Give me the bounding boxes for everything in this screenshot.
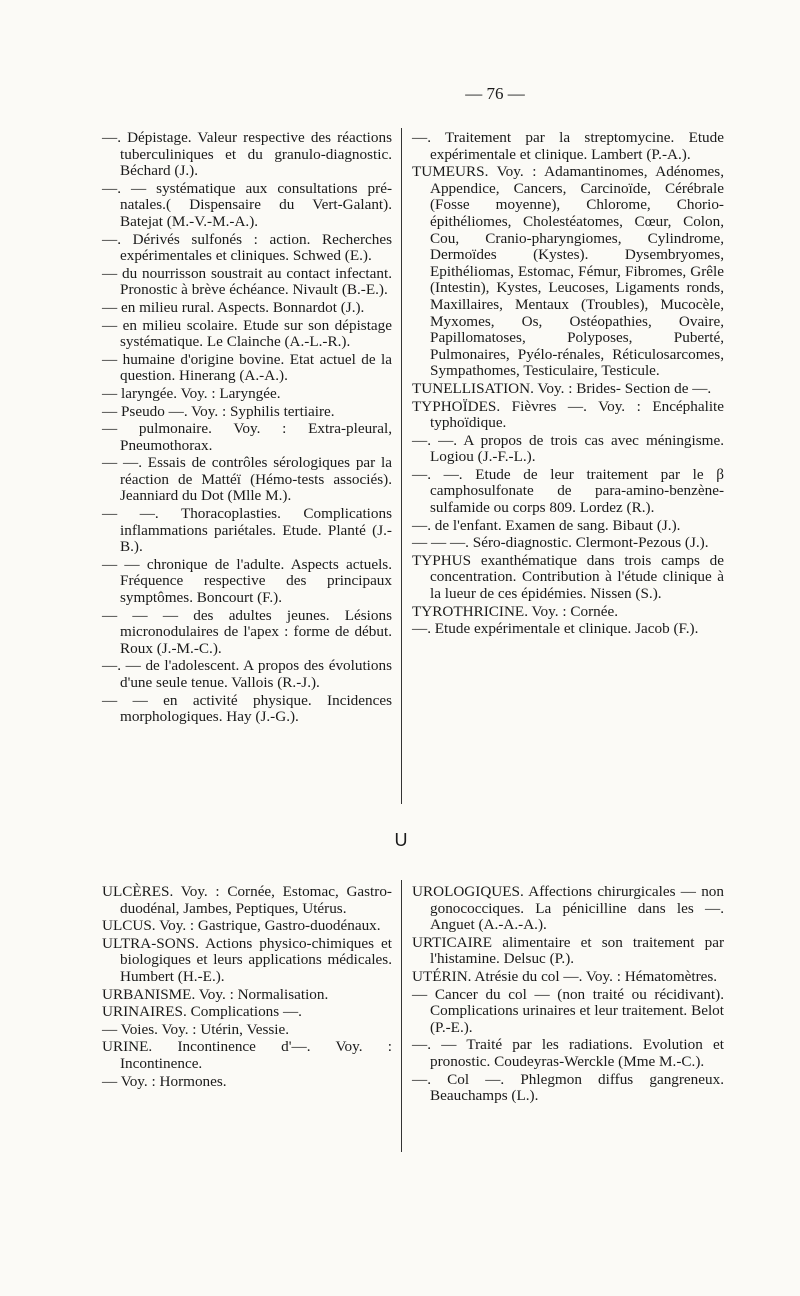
index-entry: TUMEURS. Voy. : Adamantinomes, Adénomes, Appendice, Cancers, Carcinoïde, Cérébrale (Fosse moyenne), Chlorome, Chorio-épithéliomes, Cholestéatomes, Cœur, Colon, Cou, Cranio-pharyngiomes, Cylindrome, Dermoïdes (Kystes). Dysembryomes, Epithéliomas, Estomac, Fémur, Fibromes, Grêle (Intestin), Kystes, Leucoses, Ligaments ronds, Maxillaires, Mentaux (Troubles), Mucocèle, Myxomes, Os, Ostéopathies, Ovaire, Papillomatoses, Polyposes, Puberté, Pulmonaires, Pyélo-rénales, Réticulosarcomes, Sympathomes, Testiculaire, Testicule.	[412, 163, 724, 380]
index-entry: URINAIRES. Complications —.	[102, 1003, 302, 1021]
index-entry: —. Etude expérimentale et clinique. Jacob (F.).	[412, 620, 699, 638]
index-entry: —. Dérivés sulfonés : action. Recherches expérimentales et cliniques. Schwed (E.).	[102, 230, 392, 265]
index-entry: URTICAIRE alimentaire et son traitement par l'histamine. Delsuc (P.).	[412, 933, 724, 968]
index-entry: ULCUS. Voy. : Gastrique, Gastro-duodénaux.	[102, 917, 381, 935]
index-entry: TYPHUS exanthématique dans trois camps de concentration. Contribution à l'étude clinique à la lueur de ces épidémies. Nissen (S.).	[412, 551, 724, 603]
index-entry: —. —. Etude de leur traitement par le β camphosulfonate de para-amino-benzène-sulfamide ou corps 809. Lordez (R.).	[412, 465, 724, 517]
index-entry: —. —. A propos de trois cas avec méningisme. Logiou (J.-F.-L.).	[412, 431, 724, 466]
index-entry: — —. Thoracoplasties. Complications inflammations pariétales. Etude. Planté (J.-B.).	[102, 505, 392, 556]
column-divider-top	[401, 128, 402, 804]
left-column-top	[102, 130, 392, 727]
index-entry: —. Dépistage. Valeur respective des réactions tuberculiniques et du granulo-diagnostic. Béchard (J.).	[102, 129, 392, 180]
index-entry: — Cancer du col — (non traité ou récidivant). Complications urinaires et leur traitement. Belot (P.-E.).	[412, 985, 724, 1036]
index-entry: — du nourrisson soustrait au contact infectant. Pronostic à brève échéance. Nivault (B.-E.).	[102, 264, 392, 299]
index-entry: — en milieu rural. Aspects. Bonnardot (J.).	[102, 298, 365, 316]
index-entry: —. Col —. Phlegmon diffus gangreneux. Beauchamps (L.).	[412, 1070, 724, 1105]
index-entry: — —. Essais de contrôles sérologiques par la réaction de Mattéï (Hémo-tests associés). Jeanniard du Dot (Mlle M.).	[102, 454, 392, 505]
index-entry: UTÉRIN. Atrésie du col —. Voy. : Hématomètres.	[412, 967, 718, 985]
right-column-bottom	[412, 884, 724, 1106]
index-entry: TYPHOÏDES. Fièvres —. Voy. : Encéphalite typhoïdique.	[412, 397, 724, 432]
index-entry: — — —. Séro-diagnostic. Clermont-Pezous (J.).	[412, 534, 709, 552]
right-column-top	[412, 130, 724, 639]
page-number: — 76 —	[465, 84, 525, 103]
index-entry: — — chronique de l'adulte. Aspects actuels. Fréquence respective des principaux symptômes. Boncourt (F.).	[102, 555, 392, 607]
index-entry: TYROTHRICINE. Voy. : Cornée.	[412, 602, 619, 620]
index-entry: — Voy. : Hormones.	[102, 1072, 227, 1090]
index-entry: —. — systématique aux consultations pré-natales.( Dispensaire du Vert-Galant). Batejat (M.-V.-M.-A.).	[102, 179, 392, 230]
index-entry: UROLOGIQUES. Affections chirurgicales — non gonococciques. La pénicilline dans les —. Anguet (A.-A.-A.).	[412, 883, 724, 934]
index-entry: — — — des adultes jeunes. Lésions micronodulaires de l'apex : forme de début. Roux (J.-M.-C.).	[102, 606, 392, 657]
index-entry: —. — Traité par les radiations. Evolution et pronostic. Coudeyras-Werckle (Mme M.-C.).	[412, 1036, 724, 1070]
index-entry: — Pseudo —. Voy. : Syphilis tertiaire.	[102, 402, 335, 420]
left-column-bottom	[102, 884, 392, 1091]
index-entry: — pulmonaire. Voy. : Extra-pleural, Pneumothorax.	[102, 420, 392, 454]
index-entry: URINE. Incontinence d'—. Voy. : Incontinence.	[102, 1038, 392, 1072]
index-entry: — humaine d'origine bovine. Etat actuel de la question. Hinerang (A.-A.).	[102, 350, 392, 385]
column-divider-bottom	[401, 880, 402, 1152]
index-entry: — — en activité physique. Incidences morphologiques. Hay (J.-G.).	[102, 691, 392, 726]
section-letter-heading: U	[394, 830, 408, 850]
index-entry: —. — de l'adolescent. A propos des évolutions d'une seule tenue. Vallois (R.-J.).	[102, 657, 392, 691]
index-entry: — en milieu scolaire. Etude sur son dépistage systématique. Le Clainche (A.-L.-R.).	[102, 316, 392, 351]
index-entry: ULCÈRES. Voy. : Cornée, Estomac, Gastro-duodénal, Jambes, Peptiques, Utérus.	[102, 883, 392, 917]
index-entry: — laryngée. Voy. : Laryngée.	[102, 384, 281, 402]
index-entry: ULTRA-SONS. Actions physico-chimiques et biologiques et leurs applications médicales. Humbert (H.-E.).	[102, 934, 392, 985]
index-entry: —. Traitement par la streptomycine. Etude expérimentale et clinique. Lambert (P.-A.).	[412, 129, 724, 163]
index-entry: URBANISME. Voy. : Normalisation.	[102, 985, 329, 1003]
index-entry: TUNELLISATION. Voy. : Brides- Section de —.	[412, 379, 712, 397]
index-entry: — Voies. Voy. : Utérin, Vessie.	[102, 1020, 290, 1038]
index-entry: —. de l'enfant. Examen de sang. Bibaut (J.).	[412, 516, 681, 534]
